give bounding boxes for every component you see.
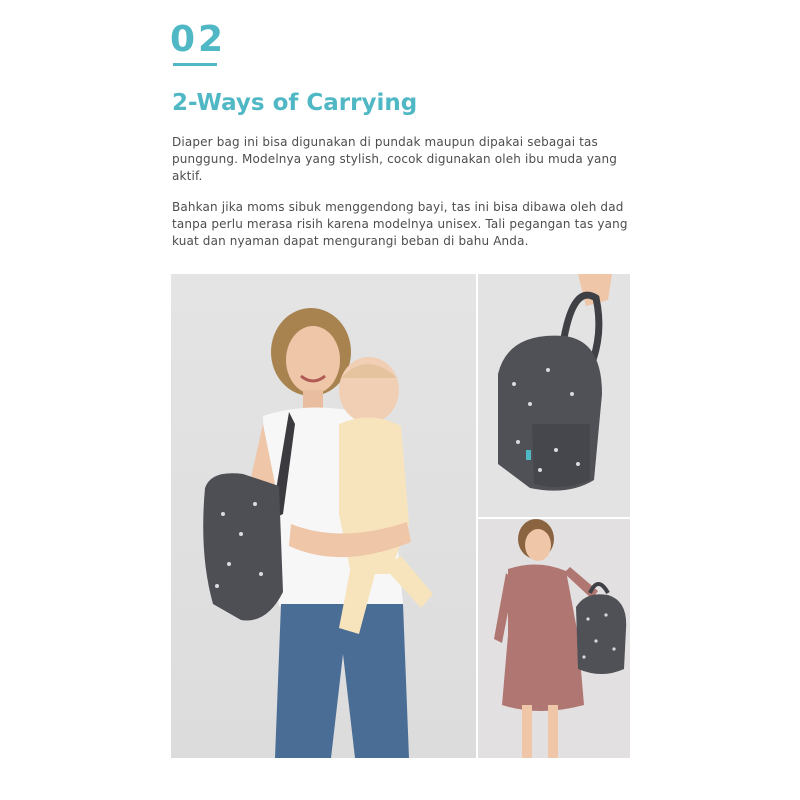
description-paragraph-1: Diaper bag ini bisa digunakan di pundak maupun dipakai sebagai tas punggung. Modelnya yang stylish, cocok digunakan oleh ibu muda yang aktif. <box>172 135 618 183</box>
section-number-underline <box>173 63 217 66</box>
product-photo-woman-dress <box>478 519 630 758</box>
section-title: 2-Ways of Carrying <box>172 90 418 116</box>
description-paragraph-2: Bahkan jika moms sibuk menggendong bayi, tas ini bisa dibawa oleh dad tanpa perlu merasa risih karena modelnya unisex. Tali pegangan tas yang kuat dan nyaman dapat mengurangi beban di bahu Anda. <box>172 200 628 248</box>
section-number: 02 <box>170 19 227 60</box>
product-photo-bag-hand-carry <box>478 274 630 517</box>
product-photo-mother-carrying <box>171 274 476 758</box>
